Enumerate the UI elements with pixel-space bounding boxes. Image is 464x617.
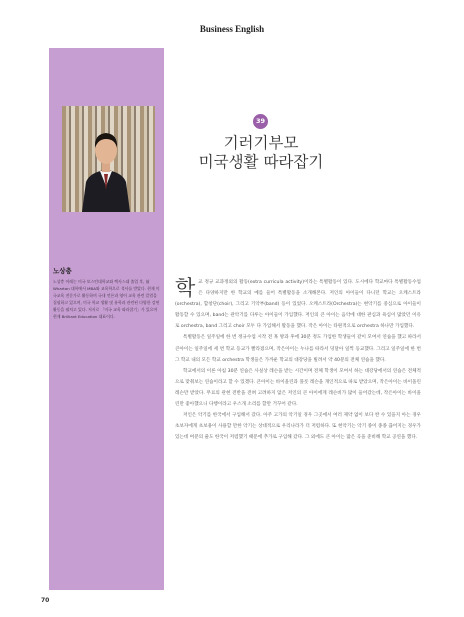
article-title bbox=[172, 134, 350, 172]
title-line-1: 기러기부모 bbox=[223, 134, 299, 152]
article-body bbox=[175, 277, 421, 443]
author-info bbox=[53, 266, 161, 320]
article-number-badge: 39 bbox=[253, 114, 268, 129]
paragraph-2: 특별활동은 일주일에 한 번 정규수업 시작 전 혹 방과 후에 30분 정도 가입한 학생들이 같이 모여서 연습을 했고 따라서 큰아이는 일주일에 세 번 학교 등교가 빨라졌으며, 작은아이는 누나를 따라서 덩달아 일찍 등교했다. 그리고 일주일에 한 번 그 학교 내의 모든 학교 orchestra 학생들은 가까운 학교의 대강당을 빌려서 약 40분의 전체 연습을 했다. bbox=[175, 335, 421, 363]
running-header: Business English bbox=[199, 24, 265, 34]
paragraph-1-text: 교 정규 교과정외의 활동(extra curricula activity)이라는 특별활동이 있다. 도시에다 학교마다 특별활동수업은 다양하지만 한 학교의 예를 들어 특별활동을 소개해본다. 저인의 아이들이 다니던 학교는 오케스트라(orchestra), 합창단(choir), 그리고 기악부(band) 등이 있었다. 오케스트라(Orchestra)는 현악기를 중심으로 아이들이 활동할 수 있으며, band는 관악기를 다루는 아이들이 가입했다. 저인의 큰 아이는 음악에 대한 관심과 욕심이 많았던 이유로 orchestra, band 그리고 choir 모두 다 가입해서 활동을 했다. 작은 아이는 타원적으로 orchestra 하나만 가입했다. bbox=[175, 280, 421, 330]
drop-cap: 학 bbox=[175, 276, 196, 300]
author-portrait-icon bbox=[80, 124, 132, 212]
author-photo bbox=[62, 106, 155, 212]
title-line-2: 미국생활 따라잡기 bbox=[198, 153, 324, 171]
paragraph-4: 저인은 악기를 한국에서 구입해서 갔다. 아주 고가의 악기일 경우 그곳에서 여러 제약 없이 보다 싼 수 있을지 아는 경우 초보자에게 초보용이 사용할 만한 악기는 상대적으로 우리나라가 더 저렴하다. 또 현악기는 악기 종이 종종 끊어지는 경우가 있는데 여분의 줄도 한국이 저렴했기 때문에 추가로 구입해 갔다. 그 외에도 큰 아이는 많은 곡을 준비해 학교 공연을 했다. bbox=[175, 413, 421, 441]
paragraph-3: 학교에서의 이른 아침 30분 연습은 사실상 레슨을 받는 시간이며 전체 학생이 모여서 하는 대강당에서의 연습은 전체적으로 맞춰보는 연습이라고 할 수 있겠다. 큰아이는 바이올린과 플롯 레슨을 개인적으로 따로 받았으며, 작은아이는 바이올린 레슨만 받았다. 무료의 관현 전반을 전혀 고려하지 않은 저인의 큰 아이에게 레슨비가 많이 들어갔는데, 작은아이는 바이올린만 좋아했으니 다행이라고 우스개 소리를 할만 거꾸어 같다. bbox=[175, 368, 421, 408]
paragraph-1 bbox=[175, 277, 421, 332]
author-bio: 노상충 이레는 미국 보스턴대학교와 텍사스대 졸업 후, 前 Wharton 대학에서 MBA와 교육학으로 석사를 받았다. 현재 미국교육 전문가로 활동하며 국내 언론과 영어 교육 관련 칼럼을 집필하고 있으며, 미국 학교 생활 및 유학과 관련된 다양한 강연 활동을 펼치고 있다. 저서로 「미국 교육 따라잡기」가 있으며 현재 Brilliant Education 대표이다. bbox=[53, 279, 160, 319]
author-name: 노상충 bbox=[53, 267, 72, 275]
page-number: 70 bbox=[41, 597, 50, 604]
